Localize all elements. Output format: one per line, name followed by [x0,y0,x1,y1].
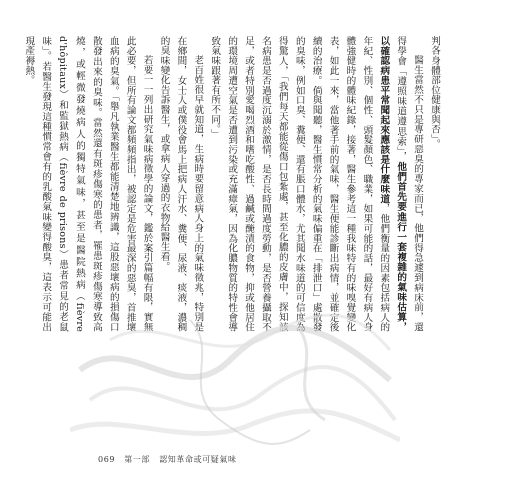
emphasized-text: 他們首先要進行一套複雜的氣味估算，以確認病患平常聞起來應該是什麼味道 [378,36,407,332]
paragraph-4 [19,36,154,332]
paragraph-text: ，他們衡量的因素包括病人的年紀、性別、個性、頭髮顏色、職業，如果可能的話，最好有病人身體強健時的體味紀錄，接著，醫生參考這一種我味特有的味嗅覺變化表，如此一來，當他著手前的氣味，醫生便能診斷出病情，並確定後續的治療。倘與聞聽，醫生慣常分析的氣味偏重在「排泄口」處散發的臭味，例如口臭、糞便、還有脹口體水，尤其聞水味道的可信度為得驚人，「我們每天都能從傷口包紮處，甚至化膿的皮膚中，探知該名病患是否過度沉溺於激情，是否長時間過度勞動，是否營養攝取不足，或者特別愛喝烈酒和嗜吃酸性、過鹹或醃漬的食物，抑或他居住的環境周遭空氣是否遭到污染或充滿瘴氣，因為化膿物質的特性會導致氣味跟著有所不同。」 [209,36,390,332]
marbled-ink-decoration [70,300,400,460]
paragraph-text: 醫生當然不只是專研惡臭的專家而已，他們得急遽到病床前，還得學會「遵照味道遵思索」， [395,36,424,332]
section-title: 認知革命或可疑氣味 [159,455,237,464]
vertical-text-block [19,36,442,332]
paragraph-text: 判各身體部位健康與否」。 [429,36,440,149]
page-number: 069 [98,455,116,464]
paragraph-1 [425,36,442,332]
paragraph-3 [155,36,206,332]
part-label: 第一部 [124,455,151,464]
paragraph-text: 老百姓很早就知道，生病時要留意病人身上的氣味徵兆，特別是在鄉間，女士人或僕役會馬上把病人汗水、糞便、尿液、痰液，濃稠的臭味變化告訴醫生，或拿病人穿過的衣物給醫生看。 [158,36,204,332]
paragraph-text: 若要一一列出研究氣味病徵學的論文，鑑於案引篇幅有限，實無此必要，但所有論文都頻頻指出，被認定是危害最深的惡臭，首推壞血病的臭氣。「舉凡執業醫生都能清楚地辨識，這股惡壞病的損傷口散發出來的臭味。當然還有斑疹傷寒的患者，罹患斑疹傷寒導致高燒，或輕微發燒病人的獨特氣味，甚至是醫院熱病（fièvre d'hôpitaux）和監獄熱病（fièvre de prisons）患者常見的老鼠味」。若醫生發現這種慣常會有的乳酸氣味變得酸臭，這表示可能出現產褥熱。 [23,36,153,332]
paragraph-2 [205,36,425,332]
page-footer [98,454,243,465]
